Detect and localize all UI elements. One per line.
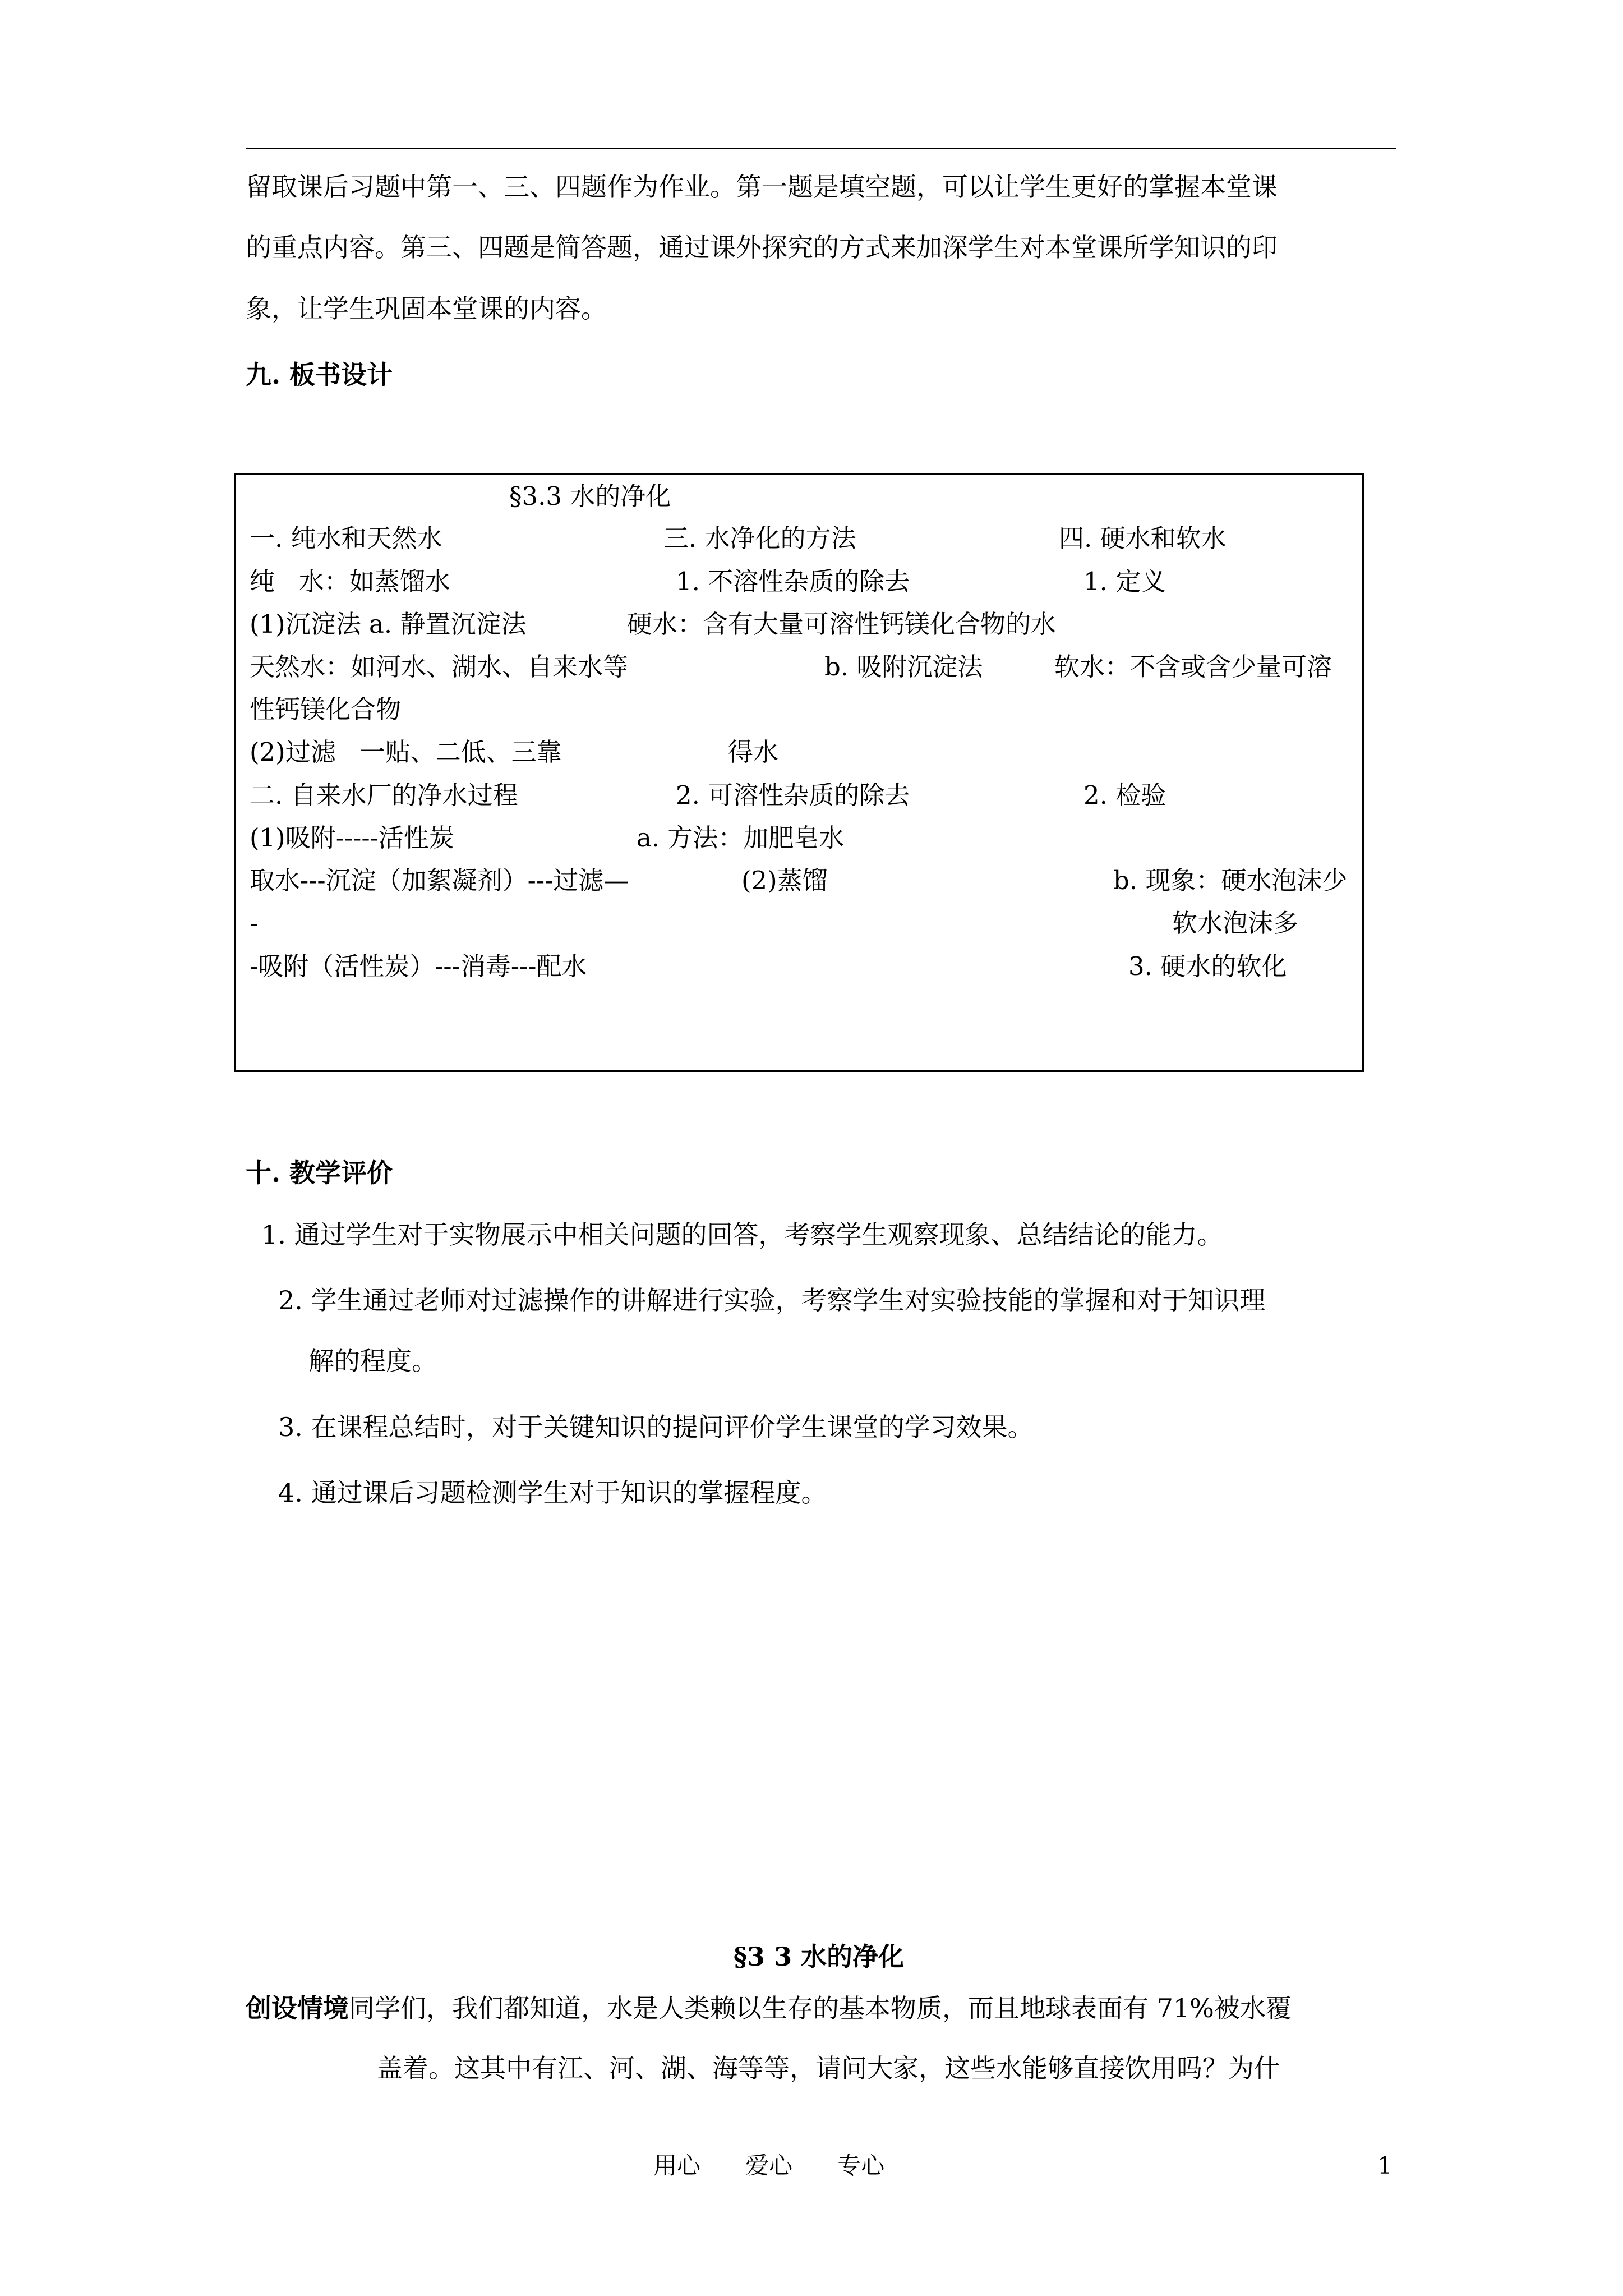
header-rule	[246, 148, 1396, 149]
evaluation-item-4: 4. 通过课后习题检测学生对于知识的掌握程度。	[278, 1478, 827, 1508]
scene-line-2: 盖着。这其中有江、河、湖、海等等，请问大家，这些水能够直接饮用吗？为什	[377, 2053, 1280, 2083]
board-cell: 软水：不含或含少量可溶	[1054, 652, 1332, 682]
board-design-box	[234, 473, 1364, 1072]
board-cell: 三. 水净化的方法	[663, 523, 856, 553]
board-cell: 2. 检验	[1083, 780, 1166, 810]
board-cell: 四. 硬水和软水	[1059, 523, 1227, 553]
board-cell: (2)蒸馏	[741, 866, 828, 895]
board-cell: a. 方法：加肥皂水	[637, 823, 845, 853]
board-cell: 天然水：如河水、湖水、自来水等	[250, 652, 629, 682]
scene-line-1: 同学们，我们都知道，水是人类赖以生存的基本物质，而且地球表面有 71%被水覆	[349, 1993, 1292, 2023]
board-cell: (2)过滤 一贴、二低、三靠	[250, 737, 562, 767]
board-cell: 2. 可溶性杂质的除去	[676, 780, 910, 810]
board-cell: 硬水：含有大量可溶性钙镁化合物的水	[627, 609, 1057, 639]
homework-line-3: 象，让学生巩固本堂课的内容。	[246, 293, 607, 324]
board-cell: 纯 水：如蒸馏水	[250, 567, 450, 596]
homework-line-2: 的重点内容。第三、四题是简答题，通过课外探究的方式来加深学生对本堂课所学知识的印	[246, 232, 1278, 263]
section-9-heading: 九. 板书设计	[246, 360, 393, 390]
board-cell: 二. 自来水厂的净水过程	[250, 780, 518, 810]
board-cell: 一. 纯水和天然水	[250, 523, 442, 553]
section-10-heading: 十. 教学评价	[246, 1158, 393, 1188]
evaluation-item-2-cont: 解的程度。	[308, 1346, 437, 1376]
evaluation-item-2: 2. 学生通过老师对过滤操作的讲解进行实验，考察学生对实验技能的掌握和对于知识理	[278, 1285, 1266, 1315]
footer-motto: 用心 爱心 专心	[653, 2152, 885, 2179]
board-cell: -吸附（活性炭）---消毒---配水	[250, 951, 587, 981]
board-cell: 得水	[728, 737, 779, 767]
evaluation-item-3: 3. 在课程总结时，对于关键知识的提问评价学生课堂的学习效果。	[278, 1412, 1034, 1442]
board-cell: b. 现象：硬水泡沫少	[1113, 866, 1348, 895]
board-cell: b. 吸附沉淀法	[824, 652, 983, 682]
board-cell: 1. 定义	[1083, 567, 1166, 596]
lesson-title: §3 3 水的净化	[734, 1941, 905, 1972]
board-cell: 性钙镁化合物	[250, 694, 402, 724]
board-cell: 1. 不溶性杂质的除去	[676, 567, 910, 596]
board-cell: (1)沉淀法 a. 静置沉淀法	[250, 609, 527, 639]
evaluation-item-1: 1. 通过学生对于实物展示中相关问题的回答，考察学生观察现象、总结结论的能力。	[261, 1220, 1223, 1250]
homework-line-1: 留取课后习题中第一、三、四题作为作业。第一题是填空题，可以让学生更好的掌握本堂课	[246, 172, 1278, 202]
page-number: 1	[1377, 2152, 1393, 2179]
board-cell: -	[250, 908, 259, 938]
board-cell: 3. 硬水的软化	[1128, 951, 1287, 981]
scene-label: 创设情境	[246, 1993, 349, 2023]
board-cell: 软水泡沫多	[1172, 908, 1299, 938]
board-cell: (1)吸附-----活性炭	[250, 823, 454, 853]
board-cell: 取水---沉淀（加絮凝剂）---过滤—	[250, 866, 629, 895]
board-title: §3.3 水的净化	[509, 481, 671, 511]
